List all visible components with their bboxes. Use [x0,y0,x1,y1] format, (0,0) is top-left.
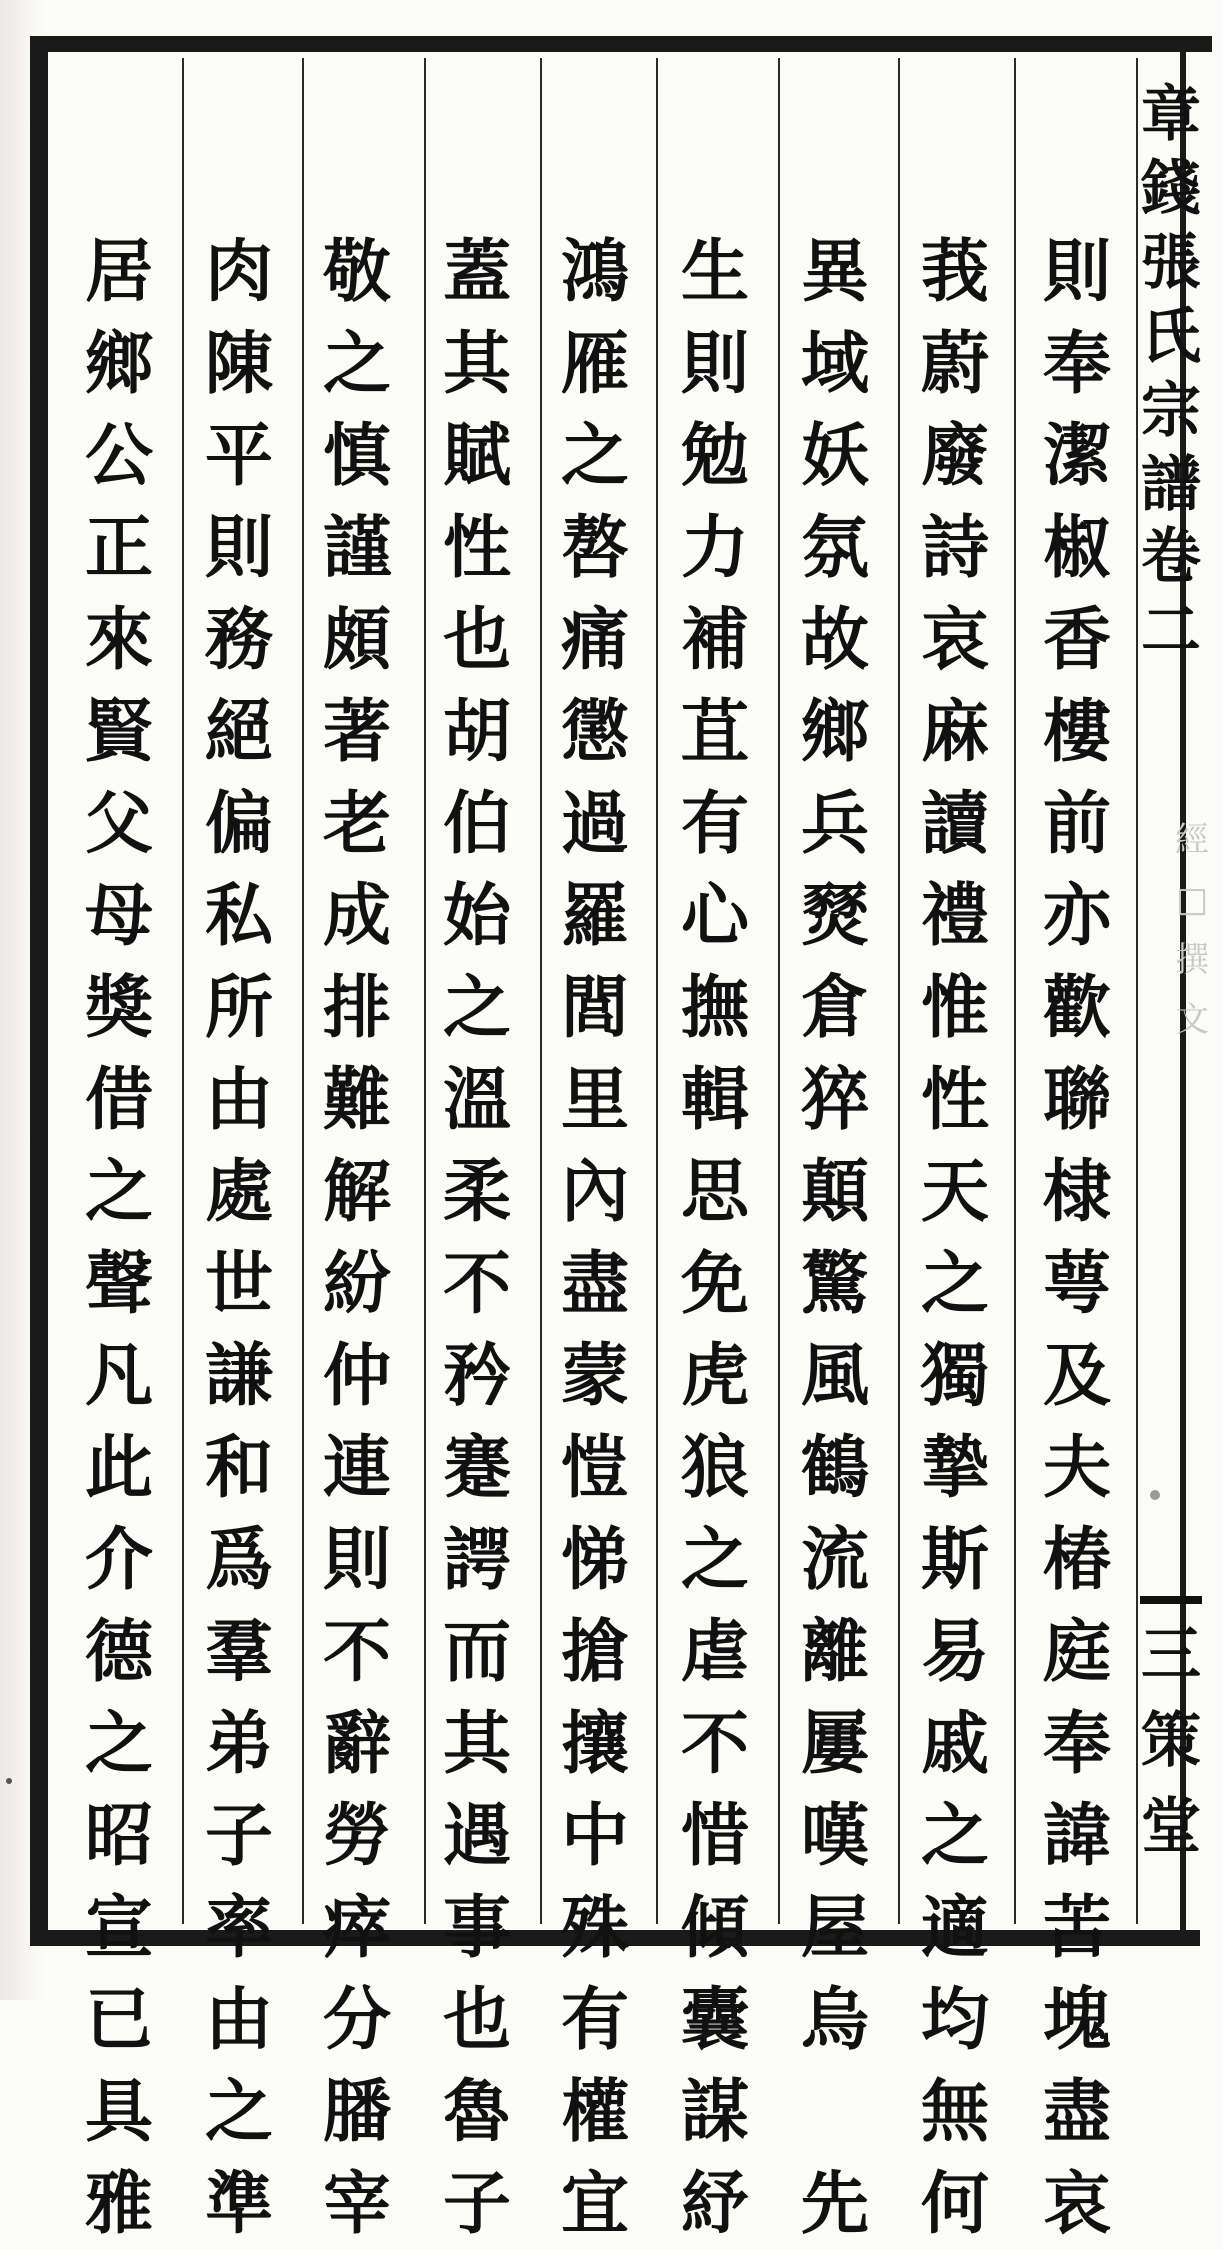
glyph: 鶴 [800,1428,869,1508]
glyph: 世 [204,1244,273,1324]
glyph: 域 [800,324,869,404]
glyph: 事 [442,1888,511,1968]
glyph: 賦 [442,416,511,496]
glyph: 蔚 [920,324,989,404]
glyph: 妖 [800,416,869,496]
glyph: 摯 [920,1428,989,1508]
glyph: 之 [84,1152,153,1232]
banxin-dot [1150,1490,1160,1500]
glyph: 著 [322,692,391,772]
glyph: 庭 [1042,1612,1111,1692]
glyph: 哀 [920,600,989,680]
glyph: 紓 [680,2164,749,2244]
glyph: 苴 [680,692,749,772]
glyph: 奉 [1042,1704,1111,1784]
text-column-2 [908,226,1002,2244]
glyph: 鄉 [84,324,153,404]
glyph: 謀 [680,2072,749,2152]
glyph: 有 [680,784,749,864]
glyph: 也 [442,600,511,680]
glyph: 由 [204,1980,273,2060]
glyph: 嘆 [800,1796,869,1876]
glyph: 廢 [920,416,989,496]
glyph: 聯 [1042,1060,1111,1140]
glyph: 難 [322,1060,391,1140]
glyph: 戚 [920,1704,989,1784]
glyph: 蒙 [560,1336,629,1416]
glyph: 之 [84,1704,153,1784]
glyph: 生 [680,232,749,312]
glyph: 燹 [800,876,869,956]
glyph: 爲 [204,1520,273,1600]
glyph: 柔 [442,1152,511,1232]
glyph: 文 [1175,1000,1209,1040]
glyph: 仲 [322,1336,391,1416]
glyph: 所 [204,968,273,1048]
glyph: 和 [204,1428,273,1508]
fishtail-rule [1140,1596,1202,1604]
glyph: 紛 [322,1244,391,1324]
glyph: 獎 [84,968,153,1048]
glyph: 介 [84,1520,153,1600]
glyph: 狼 [680,1428,749,1508]
glyph: 堂 [1141,1792,1201,1862]
glyph: 均 [920,1980,989,2060]
glyph: 瘁 [322,1888,391,1968]
glyph: 胡 [442,692,511,772]
glyph: 鴻 [560,232,629,312]
glyph: 始 [442,876,511,956]
glyph: 勉 [680,416,749,496]
glyph: 德 [84,1612,153,1692]
glyph: 賢 [84,692,153,772]
text-column-4 [668,226,762,2244]
glyph: 適 [920,1888,989,1968]
glyph: 羅 [560,876,629,956]
glyph: 弟 [204,1704,273,1784]
glyph: 有 [560,1980,629,2060]
column-rule [1014,58,1016,1924]
glyph: 其 [442,324,511,404]
glyph: 離 [800,1612,869,1692]
glyph: 麻 [920,692,989,772]
glyph: 免 [680,1244,749,1324]
glyph: 虐 [680,1612,749,1692]
glyph: 權 [560,2072,629,2152]
glyph: 率 [204,1888,273,1968]
column-rule [778,58,780,1924]
glyph: 不 [442,1244,511,1324]
glyph: 哀 [1042,2164,1111,2244]
glyph: 凡 [84,1336,153,1416]
glyph: 其 [442,1704,511,1784]
glyph: 矜 [442,1336,511,1416]
glyph: 雅 [84,2164,153,2244]
glyph: 嗸 [560,508,629,588]
glyph: 則 [204,508,273,588]
column-rule [1136,58,1138,1924]
glyph: 前 [1042,784,1111,864]
glyph: 之 [442,968,511,1048]
glyph: 痛 [560,600,629,680]
glyph: 宜 [560,2164,629,2244]
glyph: 顛 [800,1152,869,1232]
glyph: 已 [84,1980,153,2060]
glyph: 譜 [1141,450,1201,520]
glyph: 頗 [322,600,391,680]
glyph: 何 [920,2164,989,2244]
text-column-9 [72,226,166,2244]
glyph: 謹 [322,508,391,588]
glyph: 搶 [560,1612,629,1692]
glyph: 處 [204,1152,273,1232]
glyph: 中 [560,1796,629,1876]
glyph: 悌 [560,1520,629,1600]
glyph: 苦 [1042,1888,1111,1968]
glyph: 虎 [680,1336,749,1416]
glyph: 無 [920,2072,989,2152]
glyph: 雁 [560,324,629,404]
glyph: 流 [800,1520,869,1600]
glyph: 具 [84,2072,153,2152]
glyph: 天 [920,1152,989,1232]
glyph: 愷 [560,1428,629,1508]
banxin-title [1140,78,1202,522]
glyph: 獨 [920,1336,989,1416]
glyph: 排 [322,968,391,1048]
glyph: 之 [920,1796,989,1876]
glyph: 椿 [1042,1520,1111,1600]
glyph: 驚 [800,1244,869,1324]
glyph: 溫 [442,1060,511,1140]
ink-speck [6,1778,12,1784]
glyph: 公 [84,416,153,496]
glyph: 斯 [920,1520,989,1600]
glyph: 思 [680,1152,749,1232]
column-rule [540,58,542,1924]
glyph: 氛 [800,508,869,588]
glyph: 塊 [1042,1980,1111,2060]
glyph: 異 [800,232,869,312]
glyph: 昭 [84,1796,153,1876]
glyph: 亦 [1042,876,1111,956]
glyph: 諤 [442,1520,511,1600]
glyph: 蹇 [442,1428,511,1508]
glyph: 也 [442,1980,511,2060]
glyph: 歡 [1042,968,1111,1048]
glyph: 慎 [322,416,391,496]
glyph: 囊 [680,1980,749,2060]
glyph: 惟 [920,968,989,1048]
glyph: 樓 [1042,692,1111,772]
text-column-1 [1030,226,1124,2244]
banxin-hall-name [1140,1612,1202,1870]
glyph: 則 [680,324,749,404]
glyph: 先 [800,2164,869,2244]
column-rule [656,58,658,1924]
glyph: 之 [560,416,629,496]
glyph: 卷 [1141,522,1201,592]
glyph: 椒 [1042,508,1111,588]
glyph [788,2066,882,2158]
glyph: 心 [680,876,749,956]
glyph: 老 [322,784,391,864]
glyph: 讀 [920,784,989,864]
glyph: 潔 [1042,416,1111,496]
glyph: 則 [1042,232,1111,312]
glyph: 補 [680,600,749,680]
column-rule [182,58,184,1924]
glyph: 由 [204,1060,273,1140]
glyph: 遇 [442,1796,511,1876]
glyph: 諱 [1042,1796,1111,1876]
glyph: 易 [920,1612,989,1692]
glyph: 盡 [1042,2072,1111,2152]
column-rule [898,58,900,1924]
glyph: 魯 [442,2072,511,2152]
glyph: 此 [84,1428,153,1508]
glyph: 故 [800,600,869,680]
glyph: 詩 [920,508,989,588]
glyph: 香 [1042,600,1111,680]
glyph: 敬 [322,232,391,312]
glyph: 兵 [800,784,869,864]
glyph: 策 [1141,1706,1201,1776]
column-rule [424,58,426,1924]
text-column-6 [430,226,524,2244]
text-column-3 [788,226,882,2244]
glyph: 宰 [322,2164,391,2244]
glyph: 肉 [204,232,273,312]
glyph: 氏 [1141,302,1201,372]
glyph: 錢 [1141,154,1201,224]
bleed-through-text [1172,810,1212,1050]
glyph: 力 [680,508,749,588]
glyph: 盡 [560,1244,629,1324]
glyph: 張 [1141,228,1201,298]
glyph: 準 [204,2164,273,2244]
glyph: 正 [84,508,153,588]
glyph: 則 [322,1520,391,1600]
glyph: 之 [680,1520,749,1600]
glyph: 禮 [920,876,989,956]
text-column-5 [548,226,642,2244]
glyph: 而 [442,1612,511,1692]
glyph: 內 [560,1152,629,1232]
glyph: 性 [442,508,511,588]
glyph: 三 [1141,1620,1201,1690]
glyph: 宣 [84,1888,153,1968]
glyph: 聲 [84,1244,153,1324]
glyph: 風 [800,1336,869,1416]
glyph: 屋 [800,1888,869,1968]
glyph: 借 [84,1060,153,1140]
glyph: 撫 [680,968,749,1048]
glyph: 烏 [800,1980,869,2060]
glyph: 攘 [560,1704,629,1784]
glyph: 伯 [442,784,511,864]
glyph: 過 [560,784,629,864]
glyph: 性 [920,1060,989,1140]
glyph: 傾 [680,1888,749,1968]
text-column-8 [192,226,286,2244]
glyph: 羣 [204,1612,273,1692]
glyph: 宗 [1141,376,1201,446]
glyph: 里 [560,1060,629,1140]
glyph: 二 [1141,596,1201,666]
glyph: 居 [84,232,153,312]
glyph: 之 [920,1244,989,1324]
glyph: 莪 [920,232,989,312]
column-rule [302,58,304,1924]
glyph: 子 [442,2164,511,2244]
glyph: 謙 [204,1336,273,1416]
glyph: 子 [204,1796,273,1876]
glyph: 閭 [560,968,629,1048]
glyph: 成 [322,876,391,956]
glyph: 來 [84,600,153,680]
glyph: 棣 [1042,1152,1111,1232]
glyph: 之 [322,324,391,404]
glyph: 解 [322,1152,391,1232]
banxin-volume-mark [1140,520,1202,668]
glyph: 務 [204,600,273,680]
glyph: 殊 [560,1888,629,1968]
glyph: 陳 [204,324,273,404]
glyph: 及 [1042,1336,1111,1416]
glyph: 鄉 [800,692,869,772]
glyph: 偏 [204,784,273,864]
glyph: 私 [204,876,273,956]
glyph: 經 [1175,820,1209,860]
glyph: 倉 [800,968,869,1048]
text-column-7 [310,226,404,2244]
glyph: 母 [84,876,153,956]
glyph: 屢 [800,1704,869,1784]
glyph: 膰 [322,2072,391,2152]
glyph: 平 [204,416,273,496]
glyph: 分 [322,1980,391,2060]
glyph: □ [1175,880,1209,920]
glyph: 蓋 [442,232,511,312]
glyph: 父 [84,784,153,864]
frame-top-border [40,36,1212,52]
glyph: 夫 [1042,1428,1111,1508]
glyph: 懲 [560,692,629,772]
glyph: 奉 [1042,324,1111,404]
glyph: 絕 [204,692,273,772]
glyph: 惜 [680,1796,749,1876]
glyph: 連 [322,1428,391,1508]
glyph: 章 [1141,80,1201,150]
glyph: 萼 [1042,1244,1111,1324]
glyph: 不 [680,1704,749,1784]
glyph: 猝 [800,1060,869,1140]
frame-left-border [30,36,48,1946]
glyph: 之 [204,2072,273,2152]
glyph: 輯 [680,1060,749,1140]
glyph: 不 [322,1612,391,1692]
glyph: 撰 [1175,940,1209,980]
glyph: 辭 [322,1704,391,1784]
glyph: 勞 [322,1796,391,1876]
